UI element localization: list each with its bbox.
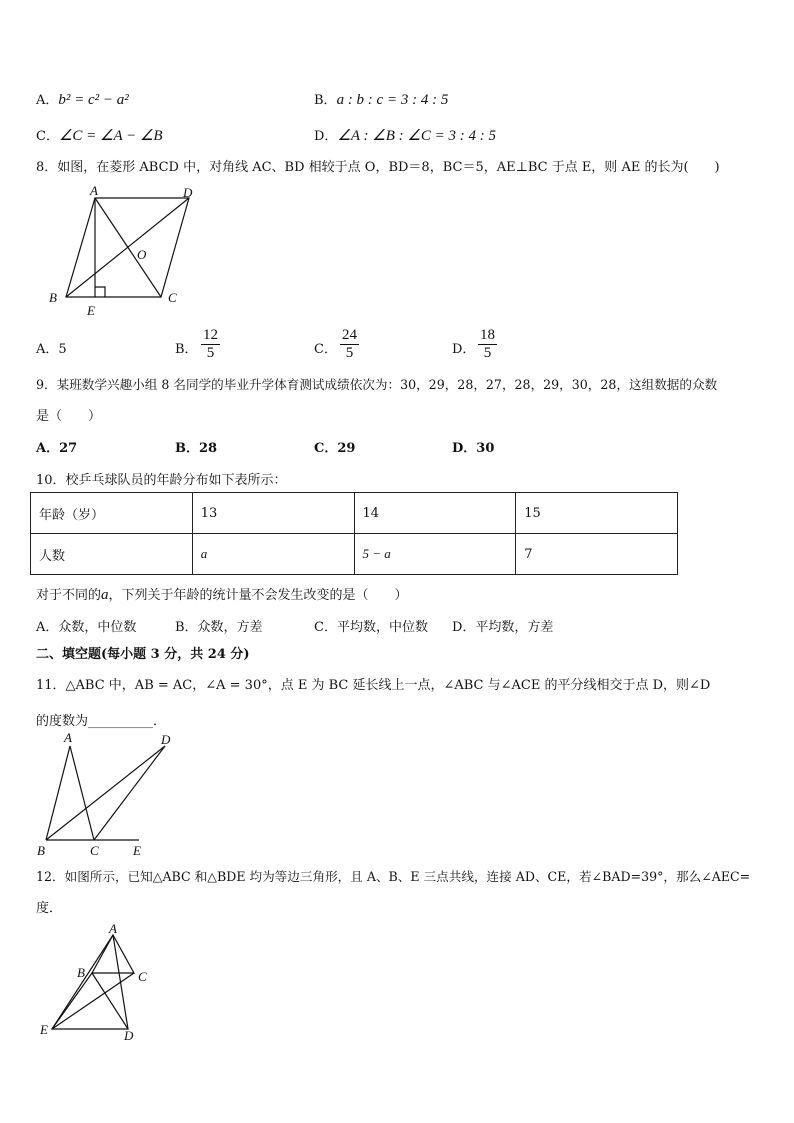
table-cell: 人数 [31, 534, 193, 575]
age-distribution-table [30, 492, 678, 575]
q8-option-d-fraction: $\frac{18}{5}$ [480, 327, 495, 361]
table-row [31, 493, 678, 534]
table-cell: 13 [192, 493, 354, 534]
table-cell: a [192, 534, 354, 575]
q10-stem: 10．校乒乓球队员的年龄分布如下表所示： [36, 473, 287, 488]
q9-option-c: C．29 [314, 441, 356, 456]
label-e: E [40, 1022, 48, 1037]
q8-option-a: A．5 [36, 342, 67, 357]
label-d: D [183, 186, 193, 200]
q8-option-b-label: B． [175, 342, 198, 357]
q11-triangle-figure [34, 732, 184, 860]
label-a: A [90, 186, 98, 198]
label-b: B [77, 965, 85, 980]
q8-option-c-fraction: $\frac{24}{5}$ [342, 327, 357, 361]
q10-followup: 对于不同的a，下列关于年龄的统计量不会发生改变的是（ ） [36, 587, 408, 603]
q10-option-a: A．众数，中位数 [36, 620, 137, 635]
q7-option-b: B．a : b : c = 3 : 4 : 5 [314, 92, 449, 108]
side-ac [70, 746, 94, 840]
label-c: C [90, 843, 99, 858]
q11-stem-line2: 的度数为__________． [36, 714, 167, 729]
label-o: O [137, 247, 147, 262]
q8-option-d-label: D． [452, 342, 476, 357]
q8-option-b-fraction: $\frac{12}{5}$ [203, 327, 218, 361]
q10-option-b: B．众数，方差 [175, 620, 263, 635]
label-b: B [37, 843, 45, 858]
q12-stem-line1: 12．如图所示，已知△ABC 和△BDE 均为等边三角形，且 A、B、E 三点共线，连接 AD、CE，若∠BAD=39°，那么∠AEC= [36, 869, 751, 884]
table-cell: 5 − a [354, 534, 516, 575]
q11-stem-line1: 11．△ABC 中，AB = AC，∠A = 30°，点 E 为 BC 延长线上一点，∠ABC 与∠ACE 的平分线相交于点 D，则∠D [36, 678, 711, 693]
q8-rhombus-figure [40, 186, 210, 321]
table-cell: 年龄（岁） [31, 493, 193, 534]
q9-stem-line1: 9．某班数学兴趣小组 8 名同学的毕业升学体育测试成绩依次为：30，29，28，27，28，29，30，28，这组数据的众数 [36, 377, 718, 392]
table-cell: 15 [516, 493, 678, 534]
label-c: C [138, 969, 147, 984]
table-cell: 7 [516, 534, 678, 575]
q7-option-a: A．b² = c² − a² [36, 92, 129, 108]
q9-stem-line2: 是（ ） [36, 409, 102, 424]
q12-stem-line2: 度． [36, 901, 63, 916]
q10-option-d: D．平均数，方差 [452, 620, 554, 635]
bisector-bd [46, 746, 165, 840]
q9-option-a: A．27 [36, 441, 78, 456]
triangle-abc [92, 935, 134, 973]
q12-triangles-figure [36, 924, 156, 1044]
label-e: E [133, 843, 141, 858]
q8-option-c-label: C． [314, 342, 337, 357]
q10-option-c: C．平均数，中位数 [314, 620, 428, 635]
label-a: A [109, 924, 117, 936]
q8-stem: 8．如图，在菱形 ABCD 中，对角线 AC、BD 相较于点 O，BD＝8，BC＝5，AE⊥BC 于点 E，则 AE 的长为( ) [36, 160, 720, 175]
right-angle-mark [95, 287, 105, 297]
q7-option-d: D．∠A : ∠B : ∠C = 3 : 4 : 5 [314, 128, 496, 144]
line-ce [52, 973, 134, 1029]
label-d: D [124, 1028, 134, 1043]
label-b: B [49, 290, 57, 305]
label-c: C [168, 290, 177, 305]
label-a: A [64, 732, 72, 745]
q7-option-c: C．∠C = ∠A − ∠B [36, 128, 163, 144]
table-cell: 14 [354, 493, 516, 534]
label-d: D [161, 732, 171, 747]
q9-option-d: D．30 [452, 441, 495, 456]
line-ae [52, 935, 113, 1029]
side-ab [46, 746, 70, 840]
q9-option-b: B．28 [175, 441, 218, 456]
table-row [31, 534, 678, 575]
section-title: 二、填空题(每小题 3 分，共 24 分) [36, 647, 250, 662]
diagonal-bd [66, 198, 189, 297]
label-e: E [87, 303, 95, 318]
